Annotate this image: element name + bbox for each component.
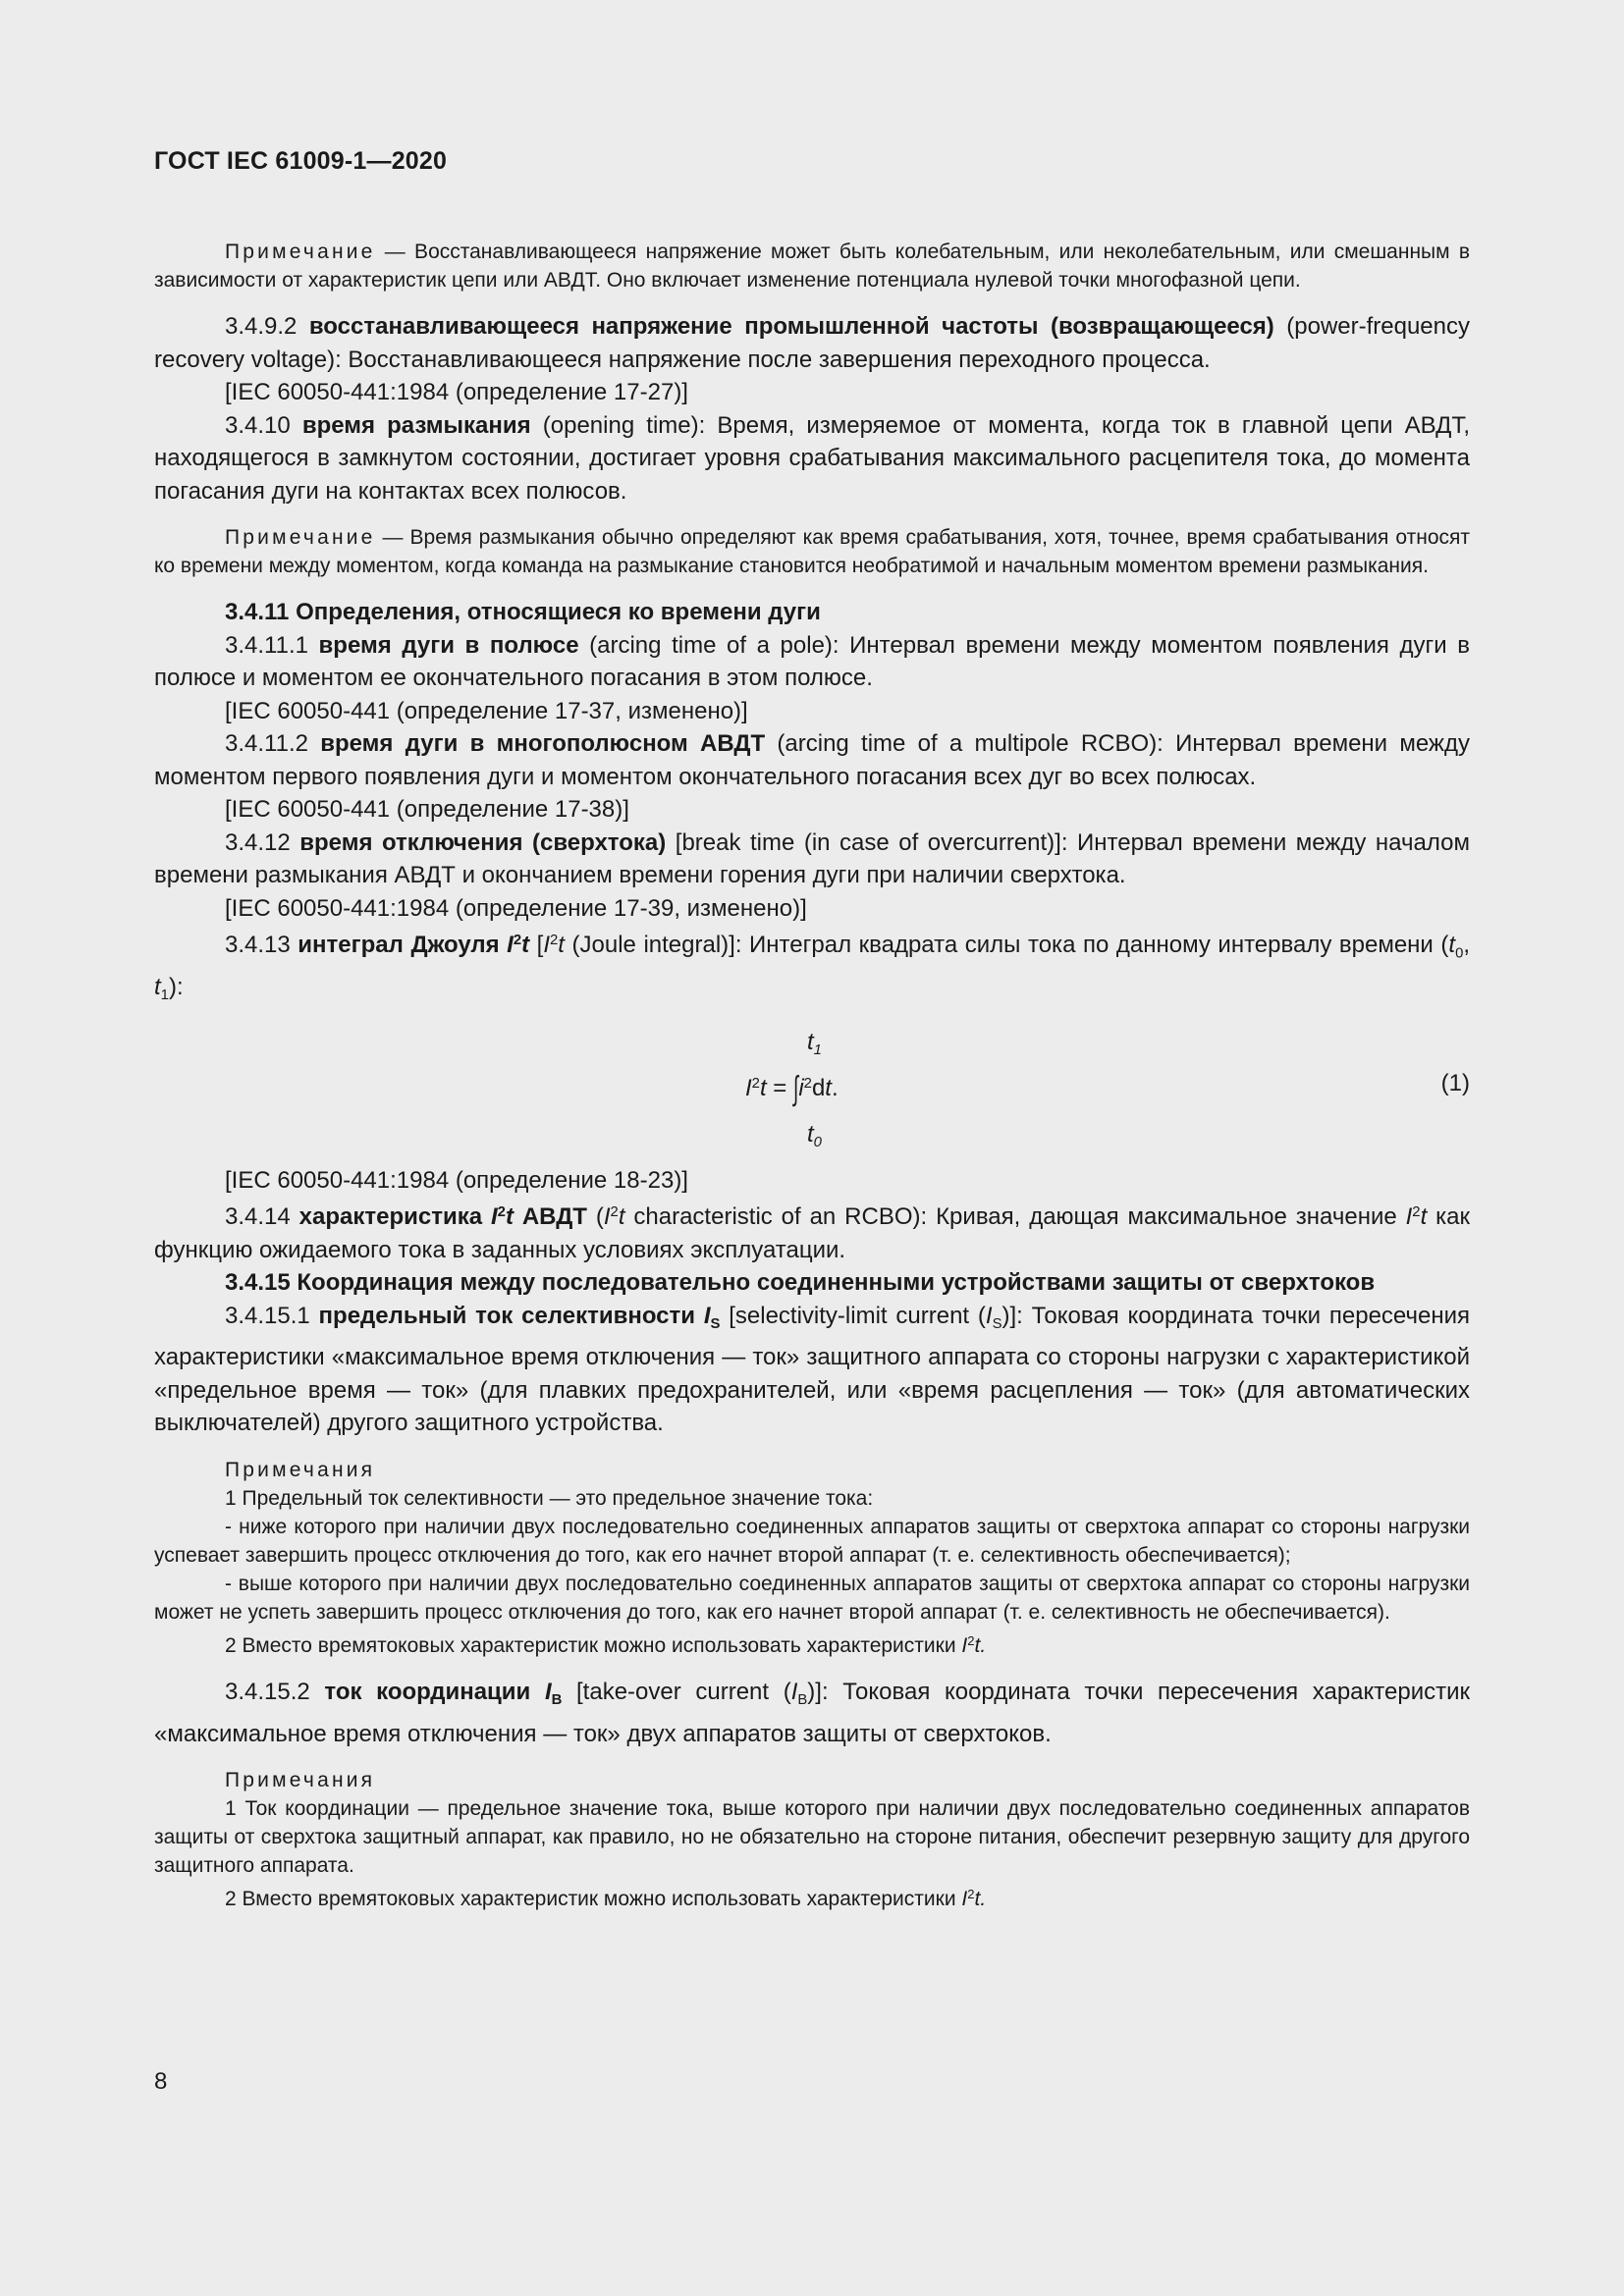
term: время дуги в полюсе [318,631,579,659]
term: интеграл Джоуля $I^2t$ [298,932,530,959]
note-label: Примечание [225,240,376,263]
note-recovery-voltage: Примечание — Восстанавливающееся напряжение может быть колебательным, или неколебательным, или смешанным в зависимости от характеристик цепи или АВДТ. Оно включает изменение потенциала нулевой точки многофазной цепи. [154,240,1470,292]
definition-3-4-13: 3.4.13 интеграл Джоуля $I^2t$ [$I^2t$ (Joule integral)]: Интеграл квадрата силы тока по данному интервалу времени ($t_0$, $t_1$): [154,932,1471,1004]
section-heading-3-4-11: 3.4.11 Определения, относящиеся ко времени дуги [225,599,821,625]
note-item: 2 Вместо времятоковых характеристик можно использовать характеристики $I^2t$. [225,1632,987,1658]
definition-3-4-15-1: 3.4.15.1 предельный ток селективности $I_S$ [selectivity-limit current $(I_S)$]: Токовая координата точки пересечения характеристики «максимальное время отключения — ток» защитного аппарата со стороны нагрузки с характеристикой «предельное время — ток» (для плавких предохранителей, или «время расцепления — ток» (для автоматических выключателей) другого защитного устройства. [154,1302,1470,1437]
term: предельный ток селективности $I_S$ [318,1302,721,1332]
document-header: ГОСТ IEC 61009-1—2020 [154,147,448,175]
reference-3-4-12: [IEC 60050-441:1984 (определение 17-39, изменено)] [225,894,807,922]
term: время размыкания [301,411,531,439]
term: время отключения (сверхтока) [299,828,667,856]
term: время дуги в многополюсном АВДТ [320,730,766,757]
definition-3-4-15-2: 3.4.15.2 ток координации $I_B$ [take-over current $(I_B)$]: Токовая координата точки пересечения характеристик «максимальное время отключения — ток» двух аппаратов защиты от сверхтоков. [154,1679,1470,1747]
note-label: Примечание [225,526,376,549]
formula-joule-integral [154,1013,1470,1164]
integral-sign: ∫ [793,1069,799,1107]
note-item: 1 Ток координации — предельное значение тока, выше которого при наличии двух последовательно соединенных аппаратов защиты от сверхтока защитный аппарат, как правило, но не обязательно на стороне питания, обеспечит резервную защиту для другого защитного аппарата. [154,1797,1470,1878]
notes-selectivity [154,1456,1470,1660]
page-content [154,147,1470,1913]
note-opening-time: Примечание — Время размыкания обычно определяют как время срабатывания, хотя, точнее, время срабатывания относят ко времени между моментом, когда команда на размыкание становится необратимой и начальным моментом времени размыкания. [154,526,1470,577]
definition-3-4-14: 3.4.14 характеристика $I^2t$ АВДТ ($I^2t$ characteristic of an RCBO): Кривая, дающая максимальное значение $I^2t$ как функцию ожидаемого тока в заданных условиях эксплуатации. [154,1203,1471,1263]
reference-3-4-13: [IEC 60050-441:1984 (определение 18-23)] [225,1166,688,1194]
formula-number: (1) [1440,1069,1470,1096]
notes-take-over [154,1766,1470,1913]
page-number: 8 [154,2068,168,2095]
reference-3-4-9-2: [IEC 60050-441:1984 (определение 17-27)] [225,379,688,405]
definition-3-4-9-2: 3.4.9.2 восстанавливающееся напряжение промышленной частоты (возвращающееся) (power-frequency recovery voltage): Восстанавливающееся напряжение после завершения переходного процесса. [154,313,1471,373]
note-item: - выше которого при наличии двух последовательно соединенных аппаратов защиты от сверхтока аппарат со стороны нагрузки может не успеть завершить процесс отключения до того, как его начнет второй аппарат (т. е. селективность не обеспечивается). [154,1572,1470,1624]
definition-3-4-11-2: 3.4.11.2 время дуги в многополюсном АВДТ (arcing time of a multipole RCBO): Интервал времени между моментом первого появления дуги и моментом окончательного погасания всех дуг во всех полюсах. [154,730,1470,790]
note-item: - ниже которого при наличии двух последовательно соединенных аппаратов защиты от сверхтока аппарат со стороны нагрузки успевает завершить процесс отключения до того, как его начнет второй аппарат (т. е. селективность обеспечивается); [154,1515,1470,1567]
term: восстанавливающееся напряжение промышленной частоты (возвращающееся) [308,313,1274,340]
note-item: 2 Вместо времятоковых характеристик можно использовать характеристики $I^2t$. [225,1887,987,1911]
term: характеристика $I^2t$ АВДТ [298,1203,587,1231]
section-heading-3-4-15: 3.4.15 Координация между последовательно соединенными устройствами защиты от сверхтоков [225,1269,1376,1297]
definition-3-4-11-1: 3.4.11.1 время дуги в полюсе (arcing time of a pole): Интервал времени между моментом появления дуги в полюсе и моментом ее окончательного погасания в этом полюсе. [154,631,1470,691]
definition-3-4-10: 3.4.10 время размыкания (opening time): Время, измеряемое от момента, когда ток в главной цепи АВДТ, находящегося в замкнутом состоянии, достигает уровня срабатывания максимального расцепителя тока, до момента погасания дуги на контактах всех полюсов. [154,411,1470,505]
reference-3-4-11-1: [IEC 60050-441 (определение 17-37, изменено)] [225,697,748,724]
notes-label: Примечания [225,1769,376,1792]
note-item: 1 Предельный ток селективности — это предельное значение тока: [225,1486,874,1510]
integral-lower-limit: $t_0$ [807,1120,822,1150]
term: ток координации $I_B$ [324,1679,563,1709]
definition-3-4-12: 3.4.12 время отключения (сверхтока) [break time (in case of overcurrent)]: Интервал времени между началом времени размыкания АВДТ и окончанием времени горения дуги при наличии сверхтока. [154,828,1470,888]
notes-label: Примечания [225,1458,376,1481]
integral-upper-limit: $t_1$ [807,1028,822,1058]
reference-3-4-11-2: [IEC 60050-441 (определение 17-38)] [225,796,629,823]
formula-expression: $I^2t = \int i^2dt$. [745,1069,839,1107]
